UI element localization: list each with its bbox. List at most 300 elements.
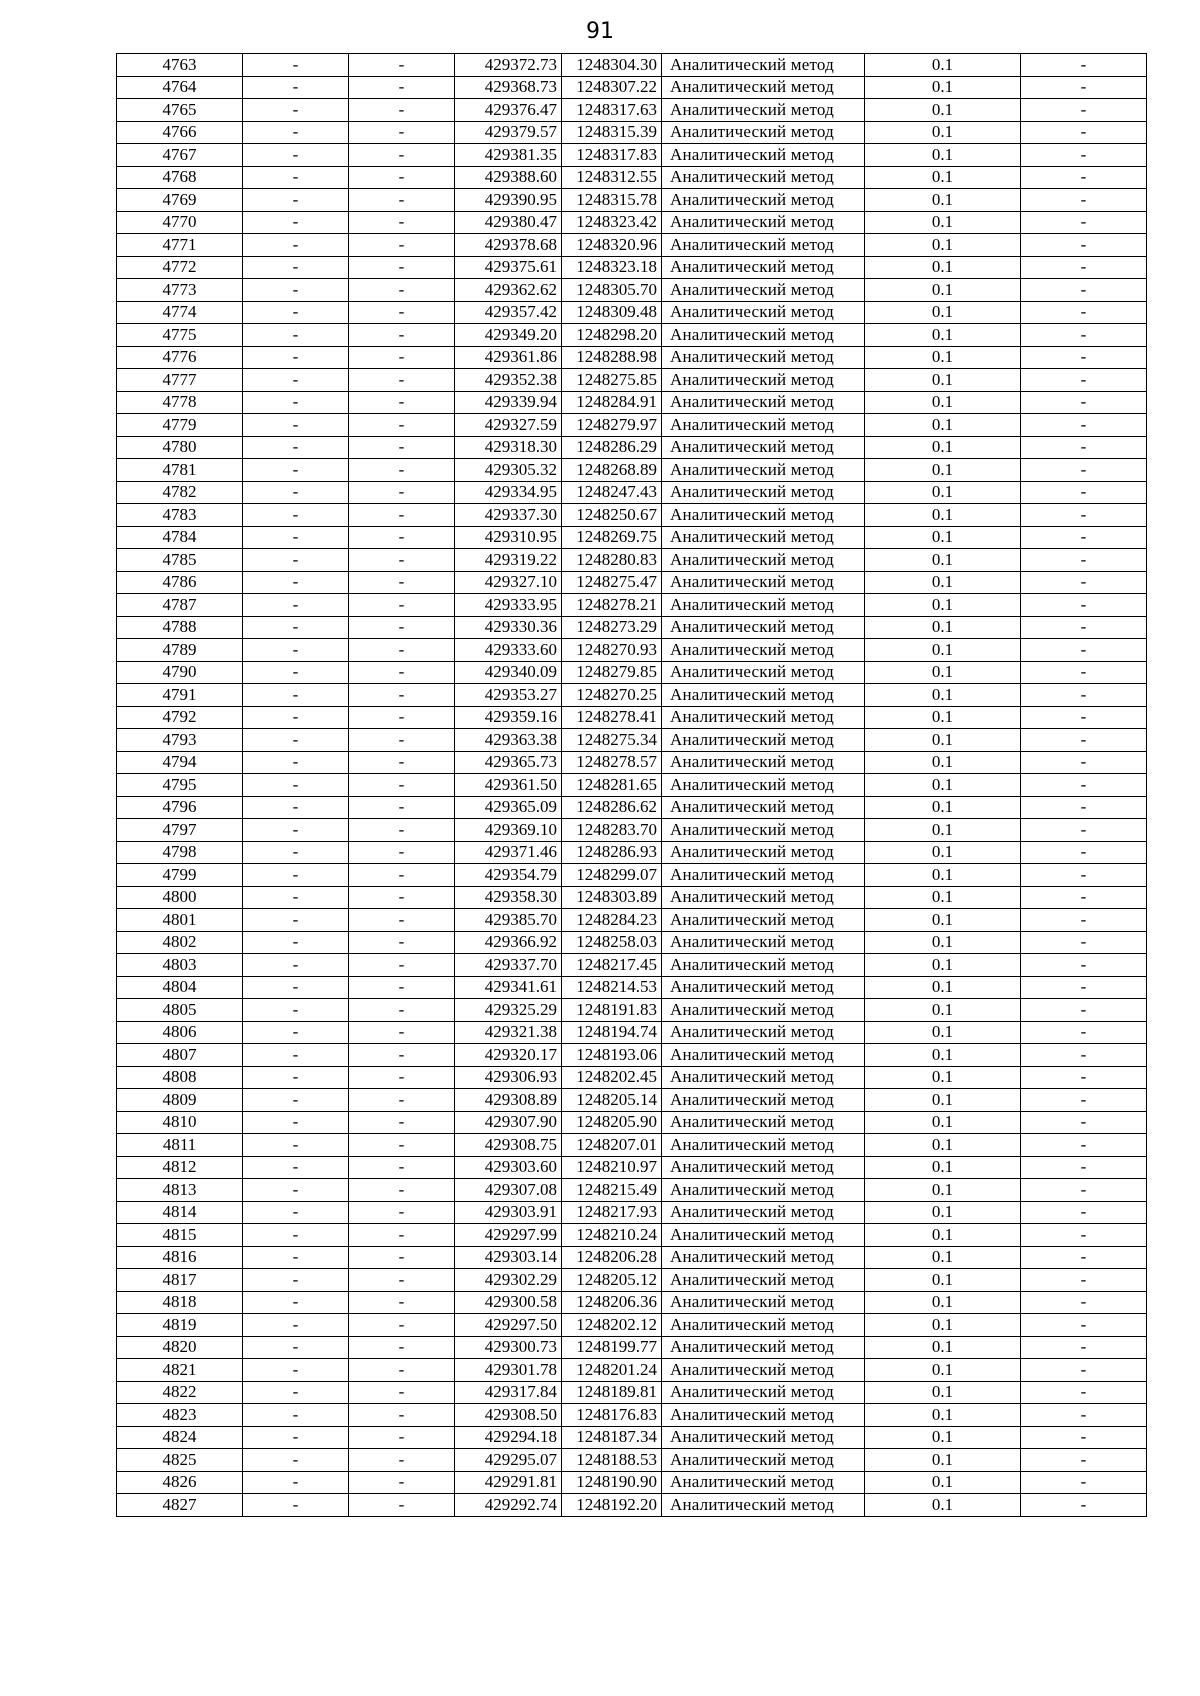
- empty-cell-a: -: [243, 1359, 349, 1382]
- y-coordinate-cell: 1248270.93: [562, 639, 662, 662]
- empty-cell-b: -: [349, 819, 455, 842]
- empty-cell-a: -: [243, 841, 349, 864]
- method-cell: Аналитический метод: [662, 886, 865, 909]
- empty-cell-a: -: [243, 1494, 349, 1517]
- y-coordinate-cell: 1248320.96: [562, 234, 662, 257]
- empty-cell-b: -: [349, 144, 455, 167]
- x-coordinate-cell: 429334.95: [455, 481, 562, 504]
- empty-cell-b: -: [349, 1291, 455, 1314]
- empty-cell-b: -: [349, 909, 455, 932]
- y-coordinate-cell: 1248323.18: [562, 256, 662, 279]
- table-row: [117, 234, 1147, 257]
- method-cell: Аналитический метод: [662, 1449, 865, 1472]
- empty-cell-b: -: [349, 481, 455, 504]
- method-cell: Аналитический метод: [662, 166, 865, 189]
- empty-cell-b: -: [349, 504, 455, 527]
- empty-cell-b: -: [349, 99, 455, 122]
- empty-cell-a: -: [243, 211, 349, 234]
- empty-cell-b: -: [349, 684, 455, 707]
- method-cell: Аналитический метод: [662, 1179, 865, 1202]
- empty-cell-c: -: [1021, 1291, 1147, 1314]
- empty-cell-a: -: [243, 459, 349, 482]
- empty-cell-c: -: [1021, 414, 1147, 437]
- empty-cell-a: -: [243, 121, 349, 144]
- x-coordinate-cell: 429388.60: [455, 166, 562, 189]
- empty-cell-a: -: [243, 369, 349, 392]
- table-row: [117, 1044, 1147, 1067]
- x-coordinate-cell: 429303.91: [455, 1201, 562, 1224]
- y-coordinate-cell: 1248284.91: [562, 391, 662, 414]
- empty-cell-c: -: [1021, 1201, 1147, 1224]
- method-cell: Аналитический метод: [662, 1471, 865, 1494]
- accuracy-cell: 0.1: [865, 1044, 1021, 1067]
- accuracy-cell: 0.1: [865, 819, 1021, 842]
- empty-cell-a: -: [243, 954, 349, 977]
- y-coordinate-cell: 1248215.49: [562, 1179, 662, 1202]
- empty-cell-c: -: [1021, 1336, 1147, 1359]
- accuracy-cell: 0.1: [865, 99, 1021, 122]
- table-row: [117, 1336, 1147, 1359]
- method-cell: Аналитический метод: [662, 526, 865, 549]
- point-number-cell: 4768: [117, 166, 243, 189]
- empty-cell-c: -: [1021, 1224, 1147, 1247]
- method-cell: Аналитический метод: [662, 1134, 865, 1157]
- empty-cell-c: -: [1021, 1269, 1147, 1292]
- empty-cell-a: -: [243, 661, 349, 684]
- y-coordinate-cell: 1248323.42: [562, 211, 662, 234]
- empty-cell-a: -: [243, 1314, 349, 1337]
- accuracy-cell: 0.1: [865, 436, 1021, 459]
- empty-cell-c: -: [1021, 99, 1147, 122]
- point-number-cell: 4800: [117, 886, 243, 909]
- empty-cell-a: -: [243, 796, 349, 819]
- empty-cell-a: -: [243, 1269, 349, 1292]
- method-cell: Аналитический метод: [662, 121, 865, 144]
- empty-cell-c: -: [1021, 1494, 1147, 1517]
- x-coordinate-cell: 429361.50: [455, 774, 562, 797]
- table-row: [117, 729, 1147, 752]
- y-coordinate-cell: 1248305.70: [562, 279, 662, 302]
- accuracy-cell: 0.1: [865, 346, 1021, 369]
- accuracy-cell: 0.1: [865, 1449, 1021, 1472]
- method-cell: Аналитический метод: [662, 1269, 865, 1292]
- empty-cell-a: -: [243, 999, 349, 1022]
- y-coordinate-cell: 1248205.90: [562, 1111, 662, 1134]
- empty-cell-c: -: [1021, 391, 1147, 414]
- empty-cell-b: -: [349, 1044, 455, 1067]
- x-coordinate-cell: 429301.78: [455, 1359, 562, 1382]
- x-coordinate-cell: 429353.27: [455, 684, 562, 707]
- empty-cell-b: -: [349, 999, 455, 1022]
- accuracy-cell: 0.1: [865, 211, 1021, 234]
- method-cell: Аналитический метод: [662, 301, 865, 324]
- empty-cell-a: -: [243, 1201, 349, 1224]
- y-coordinate-cell: 1248298.20: [562, 324, 662, 347]
- empty-cell-b: -: [349, 886, 455, 909]
- y-coordinate-cell: 1248210.97: [562, 1156, 662, 1179]
- point-number-cell: 4796: [117, 796, 243, 819]
- x-coordinate-cell: 429385.70: [455, 909, 562, 932]
- empty-cell-c: -: [1021, 819, 1147, 842]
- y-coordinate-cell: 1248286.62: [562, 796, 662, 819]
- empty-cell-b: -: [349, 121, 455, 144]
- x-coordinate-cell: 429362.62: [455, 279, 562, 302]
- empty-cell-a: -: [243, 1381, 349, 1404]
- empty-cell-b: -: [349, 1066, 455, 1089]
- method-cell: Аналитический метод: [662, 774, 865, 797]
- accuracy-cell: 0.1: [865, 189, 1021, 212]
- accuracy-cell: 0.1: [865, 931, 1021, 954]
- empty-cell-c: -: [1021, 346, 1147, 369]
- point-number-cell: 4827: [117, 1494, 243, 1517]
- y-coordinate-cell: 1248217.45: [562, 954, 662, 977]
- empty-cell-b: -: [349, 1021, 455, 1044]
- method-cell: Аналитический метод: [662, 909, 865, 932]
- accuracy-cell: 0.1: [865, 234, 1021, 257]
- y-coordinate-cell: 1248199.77: [562, 1336, 662, 1359]
- empty-cell-b: -: [349, 1426, 455, 1449]
- point-number-cell: 4806: [117, 1021, 243, 1044]
- y-coordinate-cell: 1248278.21: [562, 594, 662, 617]
- point-number-cell: 4771: [117, 234, 243, 257]
- method-cell: Аналитический метод: [662, 54, 865, 77]
- accuracy-cell: 0.1: [865, 1404, 1021, 1427]
- empty-cell-c: -: [1021, 1246, 1147, 1269]
- y-coordinate-cell: 1248281.65: [562, 774, 662, 797]
- accuracy-cell: 0.1: [865, 121, 1021, 144]
- x-coordinate-cell: 429333.95: [455, 594, 562, 617]
- empty-cell-b: -: [349, 954, 455, 977]
- table-row: [117, 121, 1147, 144]
- accuracy-cell: 0.1: [865, 1336, 1021, 1359]
- method-cell: Аналитический метод: [662, 481, 865, 504]
- empty-cell-c: -: [1021, 594, 1147, 617]
- table-row: [117, 751, 1147, 774]
- table-row: [117, 481, 1147, 504]
- y-coordinate-cell: 1248191.83: [562, 999, 662, 1022]
- point-number-cell: 4789: [117, 639, 243, 662]
- table-row: [117, 414, 1147, 437]
- table-row: [117, 1471, 1147, 1494]
- x-coordinate-cell: 429317.84: [455, 1381, 562, 1404]
- y-coordinate-cell: 1248176.83: [562, 1404, 662, 1427]
- x-coordinate-cell: 429390.95: [455, 189, 562, 212]
- table-row: [117, 1021, 1147, 1044]
- accuracy-cell: 0.1: [865, 324, 1021, 347]
- x-coordinate-cell: 429294.18: [455, 1426, 562, 1449]
- empty-cell-c: -: [1021, 211, 1147, 234]
- table-row: [117, 324, 1147, 347]
- accuracy-cell: 0.1: [865, 1314, 1021, 1337]
- empty-cell-b: -: [349, 864, 455, 887]
- method-cell: Аналитический метод: [662, 1291, 865, 1314]
- method-cell: Аналитический метод: [662, 1224, 865, 1247]
- empty-cell-b: -: [349, 436, 455, 459]
- empty-cell-c: -: [1021, 1021, 1147, 1044]
- empty-cell-a: -: [243, 864, 349, 887]
- empty-cell-c: -: [1021, 301, 1147, 324]
- point-number-cell: 4804: [117, 976, 243, 999]
- empty-cell-a: -: [243, 144, 349, 167]
- table-row: [117, 1291, 1147, 1314]
- method-cell: Аналитический метод: [662, 504, 865, 527]
- empty-cell-c: -: [1021, 1449, 1147, 1472]
- x-coordinate-cell: 429371.46: [455, 841, 562, 864]
- point-number-cell: 4783: [117, 504, 243, 527]
- x-coordinate-cell: 429303.14: [455, 1246, 562, 1269]
- method-cell: Аналитический метод: [662, 549, 865, 572]
- empty-cell-b: -: [349, 841, 455, 864]
- point-number-cell: 4815: [117, 1224, 243, 1247]
- accuracy-cell: 0.1: [865, 751, 1021, 774]
- accuracy-cell: 0.1: [865, 1179, 1021, 1202]
- point-number-cell: 4787: [117, 594, 243, 617]
- empty-cell-b: -: [349, 1134, 455, 1157]
- y-coordinate-cell: 1248275.34: [562, 729, 662, 752]
- point-number-cell: 4775: [117, 324, 243, 347]
- empty-cell-a: -: [243, 54, 349, 77]
- empty-cell-b: -: [349, 594, 455, 617]
- point-number-cell: 4823: [117, 1404, 243, 1427]
- accuracy-cell: 0.1: [865, 1269, 1021, 1292]
- empty-cell-a: -: [243, 414, 349, 437]
- method-cell: Аналитический метод: [662, 1246, 865, 1269]
- y-coordinate-cell: 1248286.93: [562, 841, 662, 864]
- point-number-cell: 4814: [117, 1201, 243, 1224]
- accuracy-cell: 0.1: [865, 1089, 1021, 1112]
- table-row: [117, 594, 1147, 617]
- empty-cell-c: -: [1021, 616, 1147, 639]
- y-coordinate-cell: 1248307.22: [562, 76, 662, 99]
- y-coordinate-cell: 1248315.78: [562, 189, 662, 212]
- y-coordinate-cell: 1248190.90: [562, 1471, 662, 1494]
- method-cell: Аналитический метод: [662, 1494, 865, 1517]
- empty-cell-a: -: [243, 616, 349, 639]
- table-row: [117, 391, 1147, 414]
- point-number-cell: 4792: [117, 706, 243, 729]
- empty-cell-a: -: [243, 279, 349, 302]
- accuracy-cell: 0.1: [865, 1156, 1021, 1179]
- empty-cell-b: -: [349, 234, 455, 257]
- empty-cell-a: -: [243, 1111, 349, 1134]
- empty-cell-c: -: [1021, 436, 1147, 459]
- table-row: [117, 256, 1147, 279]
- x-coordinate-cell: 429307.08: [455, 1179, 562, 1202]
- empty-cell-b: -: [349, 1246, 455, 1269]
- point-number-cell: 4773: [117, 279, 243, 302]
- accuracy-cell: 0.1: [865, 1224, 1021, 1247]
- method-cell: Аналитический метод: [662, 391, 865, 414]
- empty-cell-c: -: [1021, 751, 1147, 774]
- y-coordinate-cell: 1248207.01: [562, 1134, 662, 1157]
- x-coordinate-cell: 429375.61: [455, 256, 562, 279]
- method-cell: Аналитический метод: [662, 1044, 865, 1067]
- empty-cell-b: -: [349, 774, 455, 797]
- y-coordinate-cell: 1248205.14: [562, 1089, 662, 1112]
- point-number-cell: 4802: [117, 931, 243, 954]
- x-coordinate-cell: 429308.75: [455, 1134, 562, 1157]
- x-coordinate-cell: 429303.60: [455, 1156, 562, 1179]
- point-number-cell: 4818: [117, 1291, 243, 1314]
- empty-cell-c: -: [1021, 571, 1147, 594]
- table-row: [117, 1134, 1147, 1157]
- empty-cell-c: -: [1021, 1381, 1147, 1404]
- y-coordinate-cell: 1248205.12: [562, 1269, 662, 1292]
- x-coordinate-cell: 429297.99: [455, 1224, 562, 1247]
- accuracy-cell: 0.1: [865, 1381, 1021, 1404]
- point-number-cell: 4809: [117, 1089, 243, 1112]
- table-row: [117, 459, 1147, 482]
- table-row: [117, 954, 1147, 977]
- table-row: [117, 1156, 1147, 1179]
- point-number-cell: 4781: [117, 459, 243, 482]
- empty-cell-b: -: [349, 1269, 455, 1292]
- x-coordinate-cell: 429372.73: [455, 54, 562, 77]
- x-coordinate-cell: 429330.36: [455, 616, 562, 639]
- table-row: [117, 436, 1147, 459]
- empty-cell-c: -: [1021, 279, 1147, 302]
- empty-cell-c: -: [1021, 166, 1147, 189]
- x-coordinate-cell: 429333.60: [455, 639, 562, 662]
- accuracy-cell: 0.1: [865, 774, 1021, 797]
- x-coordinate-cell: 429349.20: [455, 324, 562, 347]
- empty-cell-c: -: [1021, 684, 1147, 707]
- empty-cell-a: -: [243, 346, 349, 369]
- x-coordinate-cell: 429319.22: [455, 549, 562, 572]
- empty-cell-a: -: [243, 256, 349, 279]
- table-row: [117, 616, 1147, 639]
- table-row: [117, 684, 1147, 707]
- method-cell: Аналитический метод: [662, 256, 865, 279]
- empty-cell-b: -: [349, 1449, 455, 1472]
- empty-cell-a: -: [243, 774, 349, 797]
- x-coordinate-cell: 429380.47: [455, 211, 562, 234]
- method-cell: Аналитический метод: [662, 954, 865, 977]
- empty-cell-a: -: [243, 391, 349, 414]
- accuracy-cell: 0.1: [865, 76, 1021, 99]
- x-coordinate-cell: 429291.81: [455, 1471, 562, 1494]
- method-cell: Аналитический метод: [662, 729, 865, 752]
- accuracy-cell: 0.1: [865, 166, 1021, 189]
- empty-cell-c: -: [1021, 549, 1147, 572]
- table-row: [117, 1314, 1147, 1337]
- x-coordinate-cell: 429307.90: [455, 1111, 562, 1134]
- empty-cell-c: -: [1021, 481, 1147, 504]
- accuracy-cell: 0.1: [865, 1201, 1021, 1224]
- table-row: [117, 999, 1147, 1022]
- y-coordinate-cell: 1248202.45: [562, 1066, 662, 1089]
- empty-cell-b: -: [349, 1179, 455, 1202]
- empty-cell-b: -: [349, 76, 455, 99]
- point-number-cell: 4767: [117, 144, 243, 167]
- y-coordinate-cell: 1248278.41: [562, 706, 662, 729]
- empty-cell-a: -: [243, 751, 349, 774]
- empty-cell-b: -: [349, 639, 455, 662]
- empty-cell-c: -: [1021, 976, 1147, 999]
- point-number-cell: 4770: [117, 211, 243, 234]
- empty-cell-c: -: [1021, 706, 1147, 729]
- y-coordinate-cell: 1248189.81: [562, 1381, 662, 1404]
- x-coordinate-cell: 429310.95: [455, 526, 562, 549]
- x-coordinate-cell: 429337.70: [455, 954, 562, 977]
- method-cell: Аналитический метод: [662, 1021, 865, 1044]
- empty-cell-a: -: [243, 1134, 349, 1157]
- empty-cell-a: -: [243, 909, 349, 932]
- accuracy-cell: 0.1: [865, 909, 1021, 932]
- empty-cell-a: -: [243, 166, 349, 189]
- accuracy-cell: 0.1: [865, 1359, 1021, 1382]
- y-coordinate-cell: 1248299.07: [562, 864, 662, 887]
- table-row: [117, 189, 1147, 212]
- empty-cell-b: -: [349, 526, 455, 549]
- empty-cell-a: -: [243, 706, 349, 729]
- empty-cell-c: -: [1021, 864, 1147, 887]
- method-cell: Аналитический метод: [662, 144, 865, 167]
- accuracy-cell: 0.1: [865, 1471, 1021, 1494]
- point-number-cell: 4821: [117, 1359, 243, 1382]
- empty-cell-c: -: [1021, 774, 1147, 797]
- empty-cell-b: -: [349, 1359, 455, 1382]
- point-number-cell: 4803: [117, 954, 243, 977]
- accuracy-cell: 0.1: [865, 1494, 1021, 1517]
- table-row: [117, 976, 1147, 999]
- table-row: [117, 369, 1147, 392]
- x-coordinate-cell: 429337.30: [455, 504, 562, 527]
- accuracy-cell: 0.1: [865, 54, 1021, 77]
- empty-cell-b: -: [349, 706, 455, 729]
- x-coordinate-cell: 429295.07: [455, 1449, 562, 1472]
- empty-cell-a: -: [243, 1044, 349, 1067]
- accuracy-cell: 0.1: [865, 796, 1021, 819]
- method-cell: Аналитический метод: [662, 616, 865, 639]
- table-row: [117, 841, 1147, 864]
- table-row: [117, 774, 1147, 797]
- point-number-cell: 4805: [117, 999, 243, 1022]
- empty-cell-a: -: [243, 234, 349, 257]
- y-coordinate-cell: 1248283.70: [562, 819, 662, 842]
- empty-cell-b: -: [349, 1201, 455, 1224]
- empty-cell-b: -: [349, 1381, 455, 1404]
- point-number-cell: 4779: [117, 414, 243, 437]
- x-coordinate-cell: 429308.50: [455, 1404, 562, 1427]
- method-cell: Аналитический метод: [662, 1381, 865, 1404]
- y-coordinate-cell: 1248258.03: [562, 931, 662, 954]
- empty-cell-b: -: [349, 369, 455, 392]
- accuracy-cell: 0.1: [865, 954, 1021, 977]
- accuracy-cell: 0.1: [865, 661, 1021, 684]
- method-cell: Аналитический метод: [662, 1089, 865, 1112]
- method-cell: Аналитический метод: [662, 1066, 865, 1089]
- table-row: [117, 1426, 1147, 1449]
- x-coordinate-cell: 429358.30: [455, 886, 562, 909]
- y-coordinate-cell: 1248279.85: [562, 661, 662, 684]
- table-row: [117, 819, 1147, 842]
- point-number-cell: 4811: [117, 1134, 243, 1157]
- empty-cell-b: -: [349, 1404, 455, 1427]
- table-row: [117, 571, 1147, 594]
- x-coordinate-cell: 429368.73: [455, 76, 562, 99]
- empty-cell-c: -: [1021, 796, 1147, 819]
- table-row: [117, 1494, 1147, 1517]
- empty-cell-a: -: [243, 1179, 349, 1202]
- y-coordinate-cell: 1248268.89: [562, 459, 662, 482]
- y-coordinate-cell: 1248284.23: [562, 909, 662, 932]
- point-number-cell: 4813: [117, 1179, 243, 1202]
- y-coordinate-cell: 1248304.30: [562, 54, 662, 77]
- table-row: [117, 1359, 1147, 1382]
- point-number-cell: 4780: [117, 436, 243, 459]
- point-number-cell: 4825: [117, 1449, 243, 1472]
